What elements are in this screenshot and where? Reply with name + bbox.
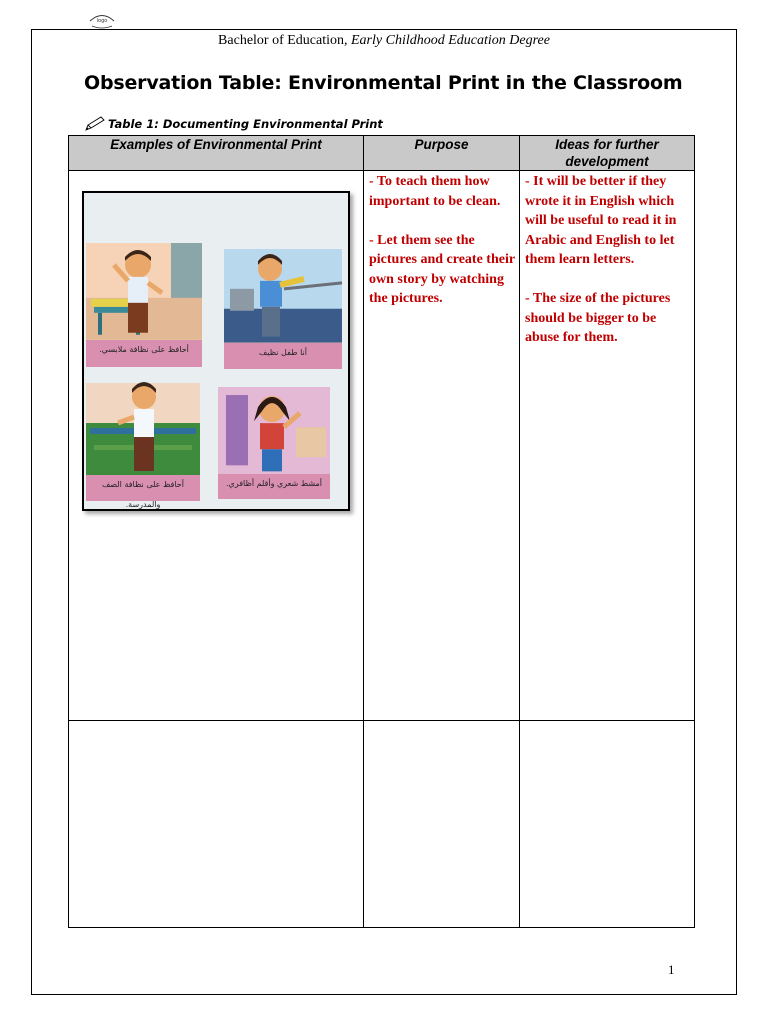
page-number: 1 bbox=[668, 962, 675, 977]
examples-cell-empty bbox=[69, 721, 364, 928]
poster-card bbox=[86, 243, 202, 367]
program-name: Bachelor of Education, bbox=[218, 33, 351, 48]
header-purpose: Purpose bbox=[364, 136, 520, 171]
boy-outdoor-illustration bbox=[224, 249, 342, 343]
svg-text:logo: logo bbox=[96, 18, 108, 24]
poster-card bbox=[224, 249, 342, 369]
card-caption: أمشط شعري وأقلم أظافري. bbox=[218, 474, 330, 499]
ideas-item: - The size of the pictures should be bigger to be abuse for them. bbox=[525, 291, 671, 345]
observation-table bbox=[68, 135, 695, 928]
table-caption bbox=[84, 115, 383, 133]
header-ideas: Ideas for further development bbox=[520, 136, 695, 171]
card-caption: أحافظ على نظافة الصف والمدرسة. bbox=[86, 475, 200, 501]
table-header-row bbox=[69, 136, 695, 171]
girl-grooming-illustration bbox=[218, 387, 330, 474]
page-title: Observation Table: Environmental Print in the Classroom bbox=[84, 72, 683, 94]
purpose-item: - Let them see the pictures and create their own story by watching the pictures. bbox=[369, 232, 515, 306]
purpose-cell bbox=[364, 171, 520, 721]
purpose-item: - To teach them how important to be clean. bbox=[369, 174, 501, 209]
poster-card bbox=[86, 383, 200, 510]
document-header bbox=[0, 33, 768, 49]
card-caption: أنا طفل نظيف bbox=[224, 343, 342, 369]
table-row bbox=[69, 171, 695, 721]
logo-icon bbox=[86, 12, 118, 30]
poster-card bbox=[218, 387, 330, 499]
boy-desk-illustration bbox=[86, 243, 202, 340]
classroom-poster-photo bbox=[82, 191, 350, 511]
ideas-cell bbox=[520, 171, 695, 721]
table-row bbox=[69, 721, 695, 928]
boy-classroom-illustration bbox=[86, 383, 200, 475]
ideas-item: - It will be better if they wrote it in English which will be useful to read it in Arabic and English to let them learn letters. bbox=[525, 174, 677, 267]
ideas-cell-empty bbox=[520, 721, 695, 928]
examples-cell bbox=[69, 171, 364, 721]
caption-text: Table 1: Documenting Environmental Print bbox=[108, 117, 383, 131]
degree-name: Early Childhood Education Degree bbox=[351, 33, 550, 48]
pencil-icon bbox=[84, 116, 106, 132]
purpose-cell-empty bbox=[364, 721, 520, 928]
card-caption: أحافظ على نظافة ملابسي. bbox=[86, 340, 202, 367]
header-examples: Examples of Environmental Print bbox=[69, 136, 364, 171]
